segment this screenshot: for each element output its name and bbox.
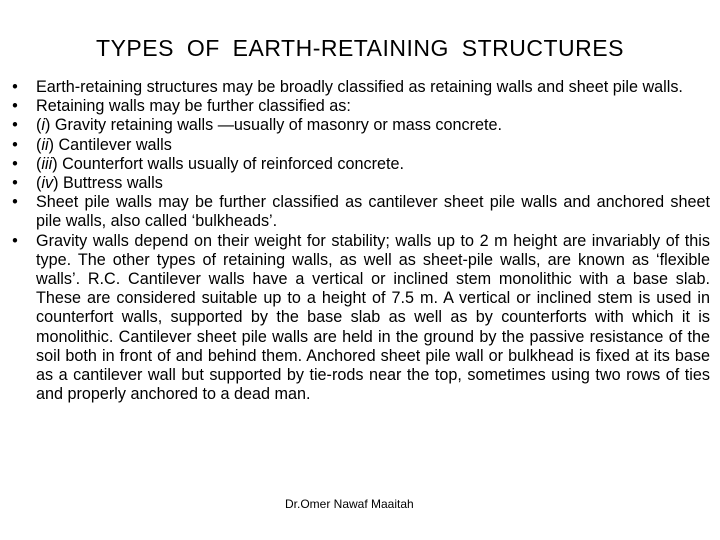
bullet-text: ) Buttress walls [53, 174, 163, 193]
author-footer: Dr.Omer Nawaf Maaitah [285, 497, 414, 511]
roman-numeral: ii [41, 135, 49, 154]
bullet-dot: • [12, 193, 18, 212]
bullet-item [8, 155, 710, 174]
bullet-item [8, 174, 710, 193]
bullet-text: ) Gravity retaining walls —usually of masonry or mass concrete. [45, 116, 503, 135]
bullet-dot: • [12, 97, 18, 116]
bullet-dot: • [12, 78, 18, 96]
bullet-text: Gravity walls depend on their weight for stability; walls up to 2 m height are invariably of this type. The other types of retaining walls, as well as sheet-pile walls, are known as ‘flexible walls’. R.C. Cantilever walls have a vertical or inclined stem monolithic with a base slab. These are considered suitable up to a height of 7.5 m. A vertical or inclined stem is used in counterfort walls, supported by the base slab as well as by counterforts with which it is monolithic. Cantilever sheet pile walls are held in the ground by the passive resistance of the soil both in front of and behind them. Anchored sheet pile wall or bulkhead is fixed at its base as a cantilever wall but supported by tie-rods near the top, sometimes using two rows of ties and properly anchored to a dead man. [36, 231, 710, 404]
bullet-text-open: ( [36, 116, 42, 135]
bullet-dot: • [12, 231, 18, 250]
bullet-item [8, 232, 710, 405]
bullet-item [8, 136, 710, 155]
bullet-item [8, 97, 710, 116]
bullet-text-open: ( [36, 135, 42, 154]
bullet-dot: • [12, 116, 18, 135]
bullet-list [8, 78, 710, 404]
bullet-text: Retaining walls may be further classified as: [36, 97, 351, 116]
bullet-item [8, 78, 710, 97]
bullet-text: ) Counterfort walls usually of reinforced concrete. [52, 154, 404, 173]
roman-numeral: i [41, 116, 45, 135]
bullet-text-open: ( [36, 154, 42, 173]
bullet-text: Earth-retaining structures may be broadly classified as retaining walls and sheet pile walls. [36, 78, 683, 96]
bullet-text: ) Cantilever walls [48, 135, 172, 154]
bullet-text: Sheet pile walls may be further classified as cantilever sheet pile walls and anchored sheet pile walls, also called ‘bulkheads’. [36, 193, 710, 231]
bullet-dot: • [12, 135, 18, 154]
roman-numeral: iv [41, 174, 54, 193]
bullet-dot: • [12, 154, 18, 173]
slide-title: TYPES OF EARTH-RETAINING STRUCTURES [96, 35, 624, 61]
bullet-text-open: ( [36, 174, 42, 193]
bullet-item [8, 193, 710, 231]
bullet-item [8, 116, 710, 135]
roman-numeral: iii [41, 154, 53, 173]
bullet-dot: • [12, 174, 18, 193]
